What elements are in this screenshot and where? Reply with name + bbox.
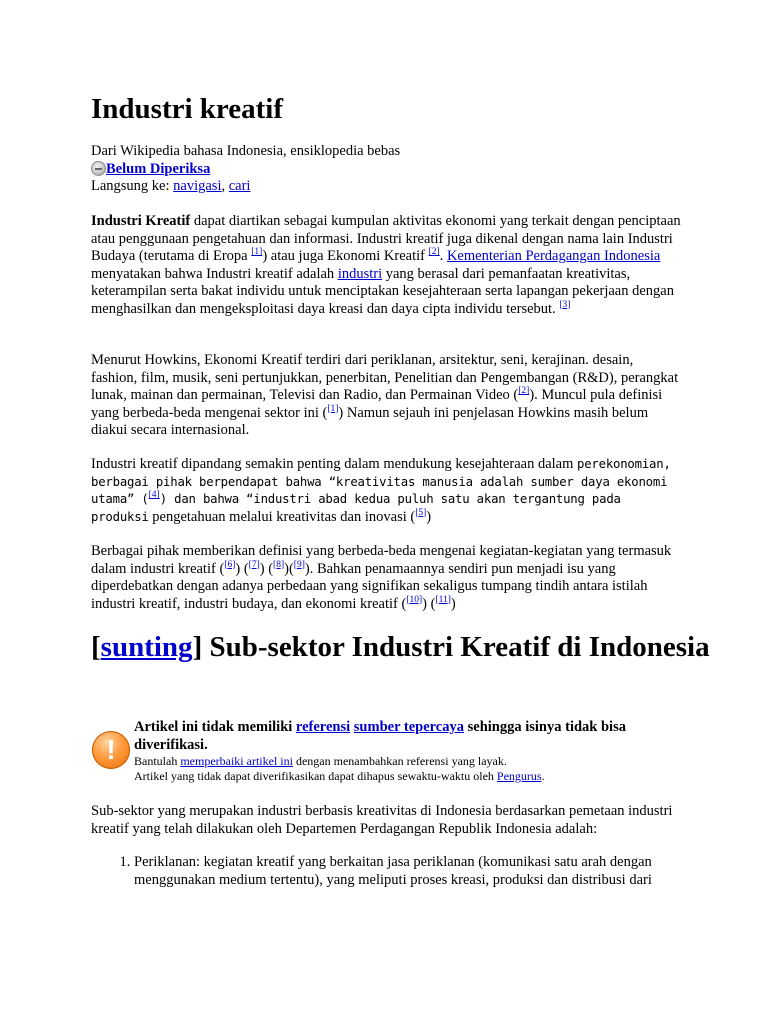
subsector-list bbox=[91, 854, 682, 889]
improve-article-link[interactable]: memperbaiki artikel ini bbox=[180, 754, 293, 768]
notice-help: Bantulah memperbaiki artikel ini dengan menambahkan referensi yang layak. bbox=[134, 754, 507, 768]
ref-link[interactable]: [6] bbox=[224, 559, 236, 570]
referensi-link[interactable]: referensi bbox=[295, 719, 351, 735]
ref-link[interactable]: [4] bbox=[148, 490, 160, 500]
ref-link[interactable]: [9] bbox=[293, 559, 305, 570]
notice-message: Artikel ini tidak memiliki referensi sumber tepercaya sehingga isinya tidak bisa diverifikasi. bbox=[134, 719, 626, 753]
ref-link[interactable]: [11] bbox=[435, 594, 451, 605]
unchecked-icon bbox=[91, 161, 106, 176]
unreferenced-notice bbox=[134, 719, 694, 784]
ref-link[interactable]: [5] bbox=[415, 507, 427, 518]
jump-label: Langsung ke: bbox=[91, 178, 174, 194]
sumber-tepercaya-link[interactable]: sumber tepercaya bbox=[353, 719, 464, 735]
ref-link[interactable]: [2] bbox=[518, 386, 530, 396]
paragraph-intro: Industri Kreatif dapat diartikan sebagai kumpulan aktivitas ekonomi yang terkait dengan penciptaan atau penggunaan pengetahuan dan informasi. Industri kreatif juga dikenal dengan nama lain Industri Budaya (terutama di Eropa [1]) atau juga Ekonomi Kreatif [2]. Kementerian Perdagangan Indonesia menyatakan bahwa Industri kreatif adalah industri yang berasal dari pemanfaatan kreativitas, keterampilan serta bakat individu untuk menciptakan kesejahteraan serta lapangan pekerjaan dengan menghasilkan dan mengeksploitasi daya kreasi dan daya cipta individu tersebut. [3] bbox=[91, 213, 681, 317]
notice-warning: Artikel yang tidak dapat diverifikasikan dapat dihapus sewaktu-waktu oleh Pengurus. bbox=[134, 769, 545, 783]
warning-exclamation-icon: ! bbox=[92, 731, 130, 769]
jump-search-link[interactable]: cari bbox=[228, 178, 251, 194]
paragraph-howkins: Menurut Howkins, Ekonomi Kreatif terdiri dari periklanan, arsitektur, seni, kerajinan. desain, fashion, film, musik, seni pertunjukkan, penerbitan, Penelitian dan Pengembangan (R&D), perangkat lunak, mainan dan permainan, Televisi dan Radio, dan Permainan Video ([2]). Muncul pula definisi yang berbeda-beda mengenai sektor ini ([1]) Namun sejauh ini penjelasan Howkins masih belum diakui secara internasional. bbox=[91, 352, 679, 438]
review-status[interactable] bbox=[91, 161, 681, 179]
paragraph-definitions: Berbagai pihak memberikan definisi yang berbeda-beda mengenai kegiatan-kegiatan yang termasuk dalam industri kreatif ([6]) ([7]) ([8])([9]). Bahkan penamaannya sendiri pun menjadi isu yang diperdebatkan dengan adanya perbedaan yang signifikan sekaligus tumpang tindih antara istilah industri kreatif, industri budaya, dan ekonomi kreatif ([10]) ([11]) bbox=[91, 543, 672, 612]
review-status-link[interactable]: Belum Diperiksa bbox=[106, 160, 211, 177]
ref-link[interactable]: [7] bbox=[248, 559, 260, 570]
ref-link[interactable]: [1] bbox=[251, 247, 263, 257]
jump-links: Langsung ke: navigasi, cari bbox=[91, 178, 251, 194]
edit-section-link[interactable]: sunting bbox=[100, 631, 193, 663]
industri-link[interactable]: industri bbox=[337, 265, 383, 282]
tagline: Dari Wikipedia bahasa Indonesia, ensiklopedia bebas bbox=[91, 143, 401, 159]
ref-link[interactable]: [3] bbox=[559, 299, 571, 310]
page-subtitle bbox=[91, 143, 681, 196]
kementerian-link[interactable]: Kementerian Perdagangan Indonesia bbox=[446, 248, 661, 264]
ref-link[interactable]: [8] bbox=[273, 559, 285, 570]
ref-link[interactable]: [1] bbox=[327, 403, 339, 414]
section-heading: [sunting] Sub-sektor Industri Kreatif di Indonesia bbox=[91, 631, 710, 663]
ref-link[interactable]: [2] bbox=[428, 247, 440, 257]
list-item: 1. Periklanan: kegiatan kreatif yang berkaitan jasa periklanan (komunikasi satu arah dengan menggunakan medium tertentu), yang meliputi proses kreasi, produksi dan distribusi dari bbox=[134, 854, 682, 889]
ref-link[interactable]: [10] bbox=[406, 594, 423, 605]
term-bold: Industri Kreatif bbox=[91, 213, 191, 229]
jump-navigation-link[interactable]: navigasi bbox=[173, 178, 222, 194]
paragraph-importance: Industri kreatif dipandang semakin penting dalam mendukung kesejahteraan dalam perekonomian, berbagai pihak berpendapat bahwa “kreativitas manusia adalah sumber daya ekonomi utama” ([4]) dan bahwa “industri abad kedua puluh satu akan tergantung pada produksi pengetahuan melalui kreativitas dan inovasi ([5]) bbox=[91, 456, 671, 525]
paragraph-subsectors: Sub-sektor yang merupakan industri berbasis kreativitas di Indonesia berdasarkan pemetaan industri kreatif yang telah dilakukan oleh Departemen Perdagangan Republik Indonesia adalah: bbox=[91, 803, 673, 837]
page-title: Industri kreatif bbox=[91, 93, 284, 125]
pengurus-link[interactable]: Pengurus bbox=[496, 769, 542, 783]
